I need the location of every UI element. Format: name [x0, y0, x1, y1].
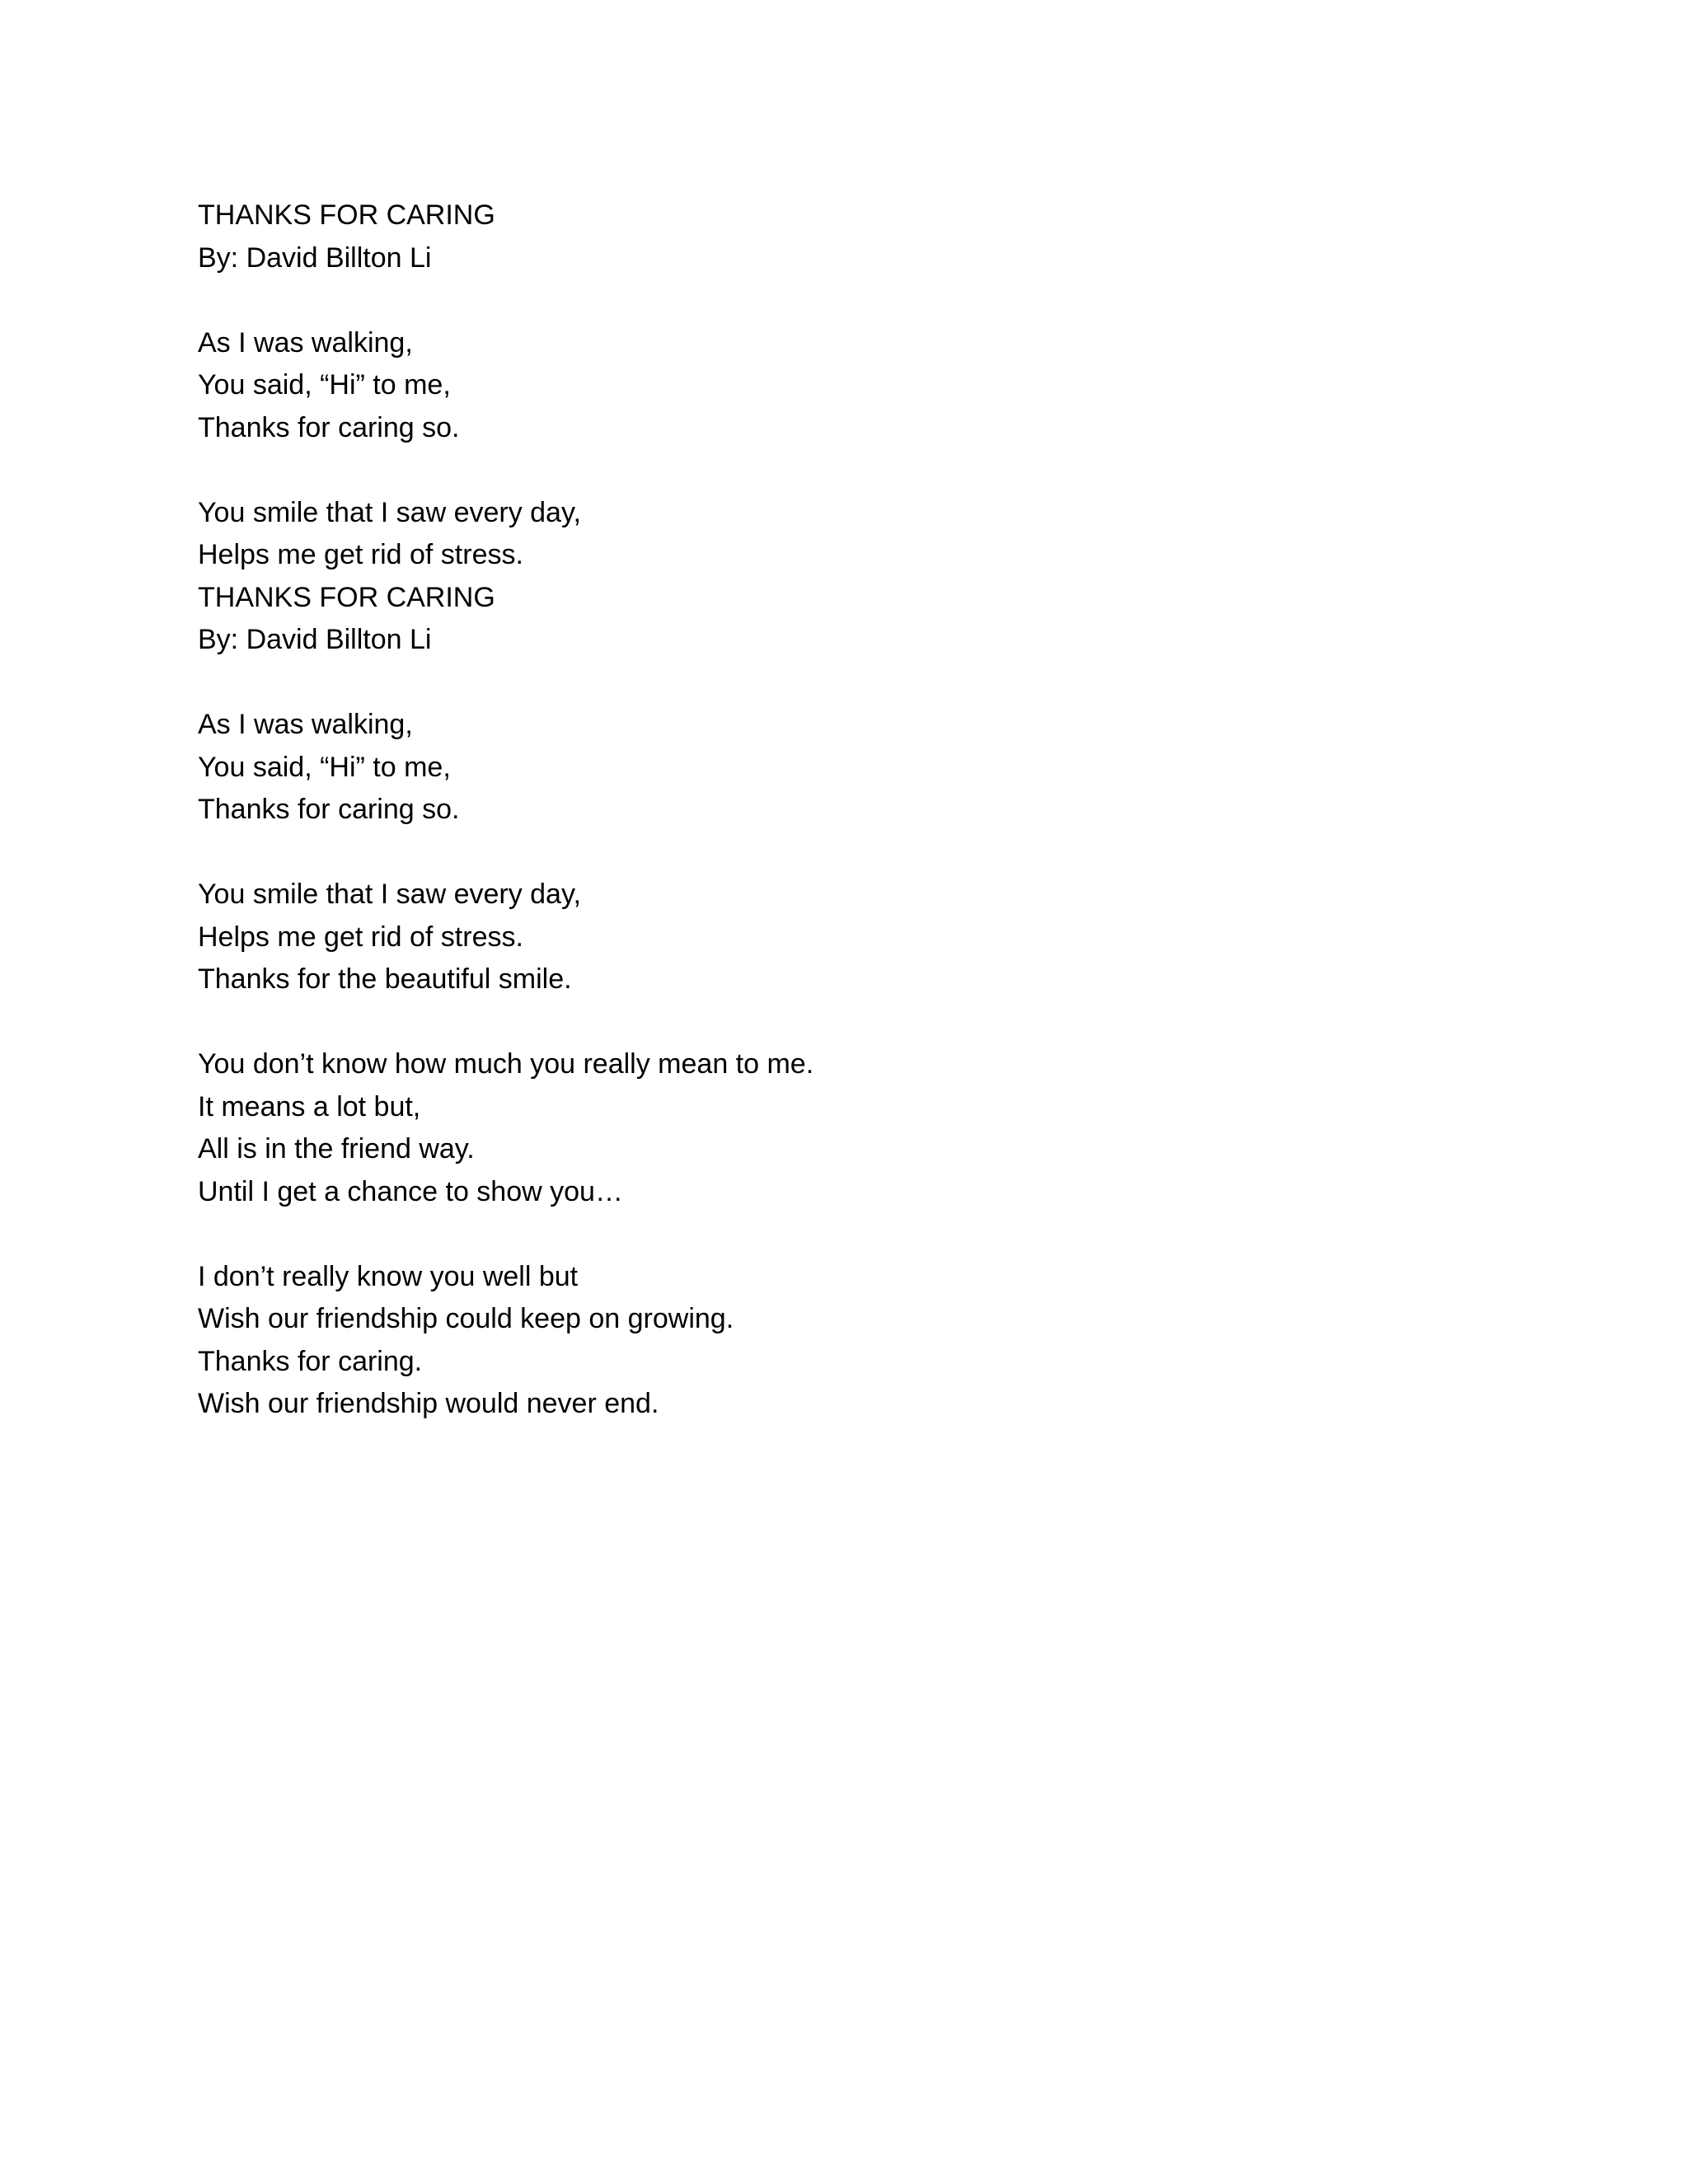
poem-line: Wish our friendship would never end.: [198, 1388, 659, 1419]
poem-line: You smile that I saw every day,: [198, 879, 581, 910]
poem-author: By: David Billton Li: [198, 241, 432, 274]
blank-line: [198, 279, 1517, 322]
poem-line: You smile that I saw every day,: [198, 496, 581, 528]
blank-line: [198, 1001, 1517, 1044]
poem-line: As I was walking,: [198, 326, 413, 359]
poem-line: All is in the friend way.: [198, 1133, 475, 1165]
poem-line: You said, “Hi” to me,: [198, 369, 451, 401]
poem-line: Thanks for the beautiful smile.: [198, 963, 572, 995]
poem-text: [198, 194, 1517, 1426]
poem-line: As I was walking,: [198, 709, 413, 740]
poem-line: Wish our friendship could keep on growing.: [198, 1303, 734, 1334]
poem-line: Thanks for caring.: [198, 1345, 423, 1377]
poem-line: You don’t know how much you really mean to me.: [198, 1048, 814, 1080]
poem-title: THANKS FOR CARING: [198, 199, 495, 231]
blank-line: [198, 449, 1517, 492]
blank-line: [198, 832, 1517, 874]
blank-line: [198, 1213, 1517, 1256]
poem-line: You said, “Hi” to me,: [198, 751, 451, 783]
poem-title-repeat: THANKS FOR CARING: [198, 581, 495, 613]
blank-line: [198, 662, 1517, 705]
poem-line: Thanks for caring so.: [198, 794, 460, 825]
poem-line: Thanks for caring so.: [198, 411, 460, 443]
poem-author-repeat: By: David Billton Li: [198, 624, 432, 655]
poem-line: Until I get a chance to show you…: [198, 1175, 623, 1207]
poem-line: It means a lot but,: [198, 1090, 421, 1122]
poem-line: I don’t really know you well but: [198, 1260, 579, 1292]
poem-line: Helps me get rid of stress.: [198, 539, 523, 570]
poem-line: Helps me get rid of stress.: [198, 921, 523, 953]
